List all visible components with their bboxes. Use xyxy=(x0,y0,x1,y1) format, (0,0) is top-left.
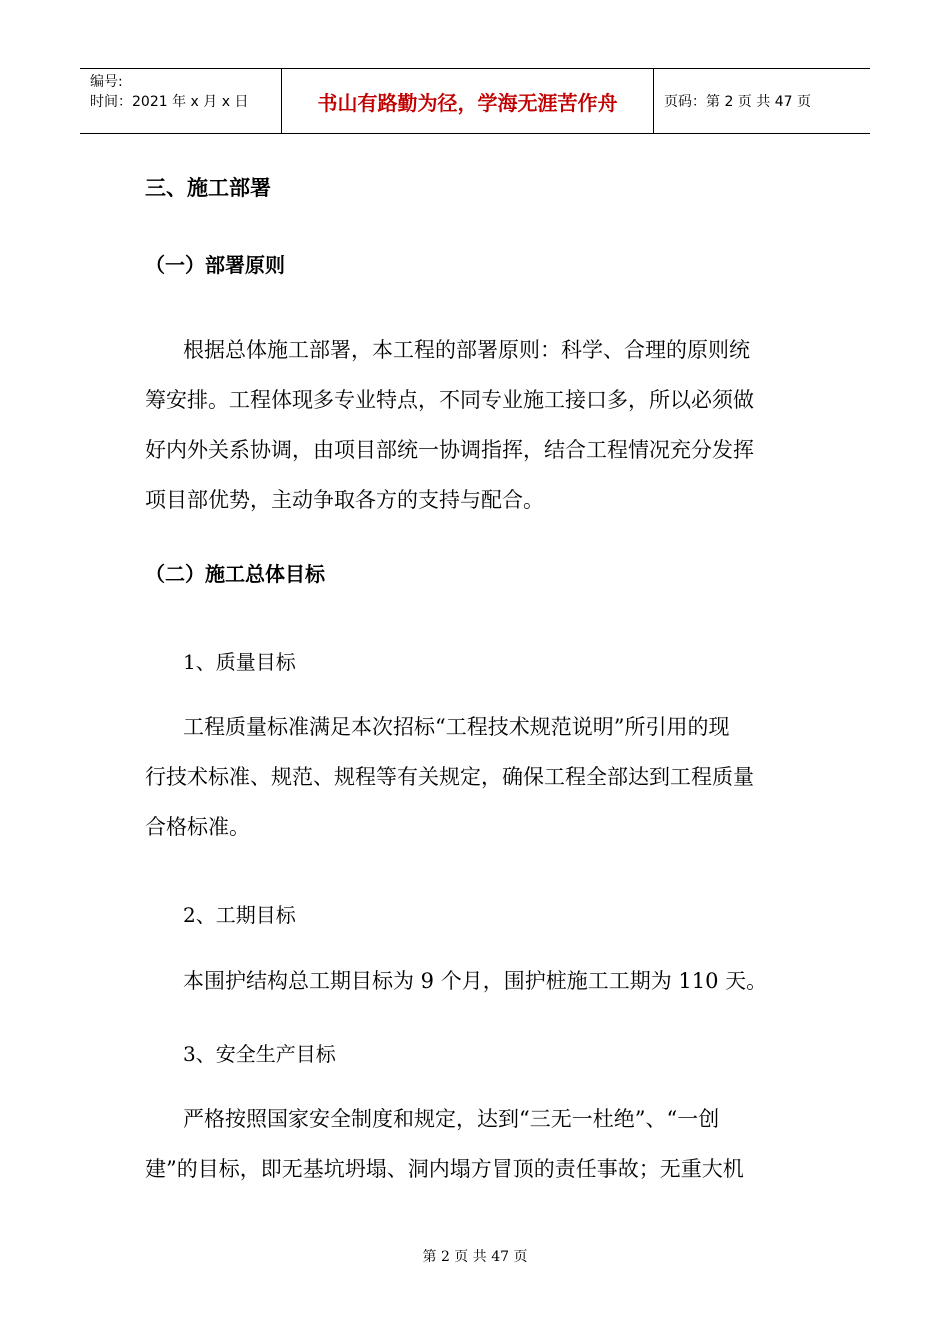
paragraph-principles xyxy=(145,325,810,525)
paragraph-line: 项目部优势，主动争取各方的支持与配合。 xyxy=(145,488,544,512)
item-title-safety: 3、安全生产目标 xyxy=(183,1042,336,1066)
paragraph-line: 工程质量标准满足本次招标“工程技术规范说明”所引用的现 xyxy=(183,715,730,739)
paragraph-line: 合格标准。 xyxy=(145,815,250,839)
header-left-cell xyxy=(80,69,281,133)
paragraph-line: 严格按照国家安全制度和规定，达到“三无一杜绝”、“一创 xyxy=(183,1107,720,1131)
paragraph-schedule xyxy=(145,956,810,1006)
header-page-info: 页码：第 2 页 共 47 页 xyxy=(664,94,811,110)
paragraph-line: 建”的目标，即无基坑坍塌、洞内塌方冒顶的责任事故；无重大机 xyxy=(145,1157,744,1181)
header-motto: 书山有路勤为径，学海无涯苦作舟 xyxy=(281,69,654,133)
page-header xyxy=(80,68,870,134)
section-title: 三、施工部署 xyxy=(145,176,271,200)
item-title-schedule: 2、工期目标 xyxy=(183,903,296,927)
paragraph-line: 好内外关系协调，由项目部统一协调指挥，结合工程情况充分发挥 xyxy=(145,438,754,462)
paragraph-line: 筹安排。工程体现多专业特点，不同专业施工接口多，所以必须做 xyxy=(145,388,754,412)
paragraph-safety xyxy=(145,1094,810,1194)
paragraph-line: 根据总体施工部署，本工程的部署原则：科学、合理的原则统 xyxy=(183,338,750,362)
item-title-quality: 1、质量目标 xyxy=(183,650,296,674)
paragraph-quality xyxy=(145,702,810,852)
subsection-title-goals: （二）施工总体目标 xyxy=(145,562,325,586)
paragraph-line: 本围护结构总工期目标为 9 个月，围护桩施工工期为 110 天。 xyxy=(183,969,768,993)
subsection-title-principles: （一）部署原则 xyxy=(145,253,285,277)
doc-number-label: 编号: xyxy=(90,74,123,90)
doc-time-label: 时间：2021 年 x 月 x 日 xyxy=(90,94,249,110)
paragraph-line: 行技术标准、规范、规程等有关规定，确保工程全部达到工程质量 xyxy=(145,765,754,789)
page-footer: 第 2 页 共 47 页 xyxy=(422,1249,528,1265)
